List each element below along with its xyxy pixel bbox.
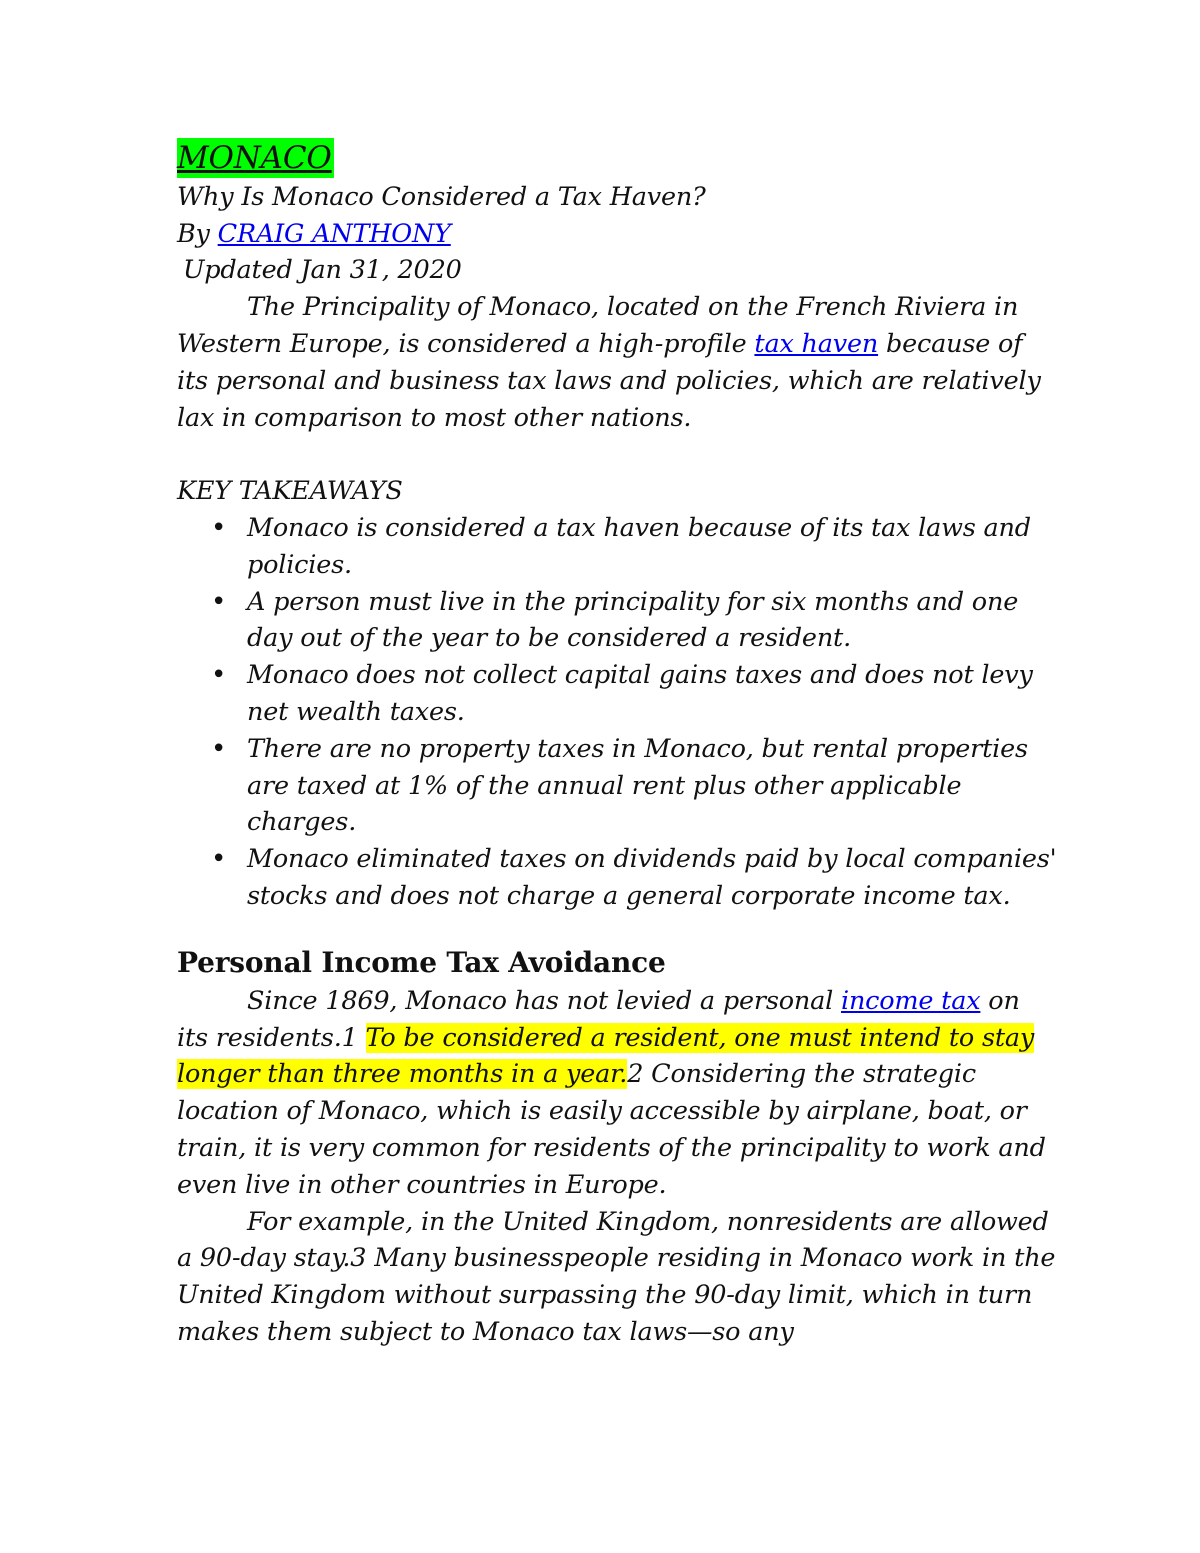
takeaway-item: • There are no property taxes in Monaco, but rental properties are taxed at 1% of the annual rent plus other applicable charges. xyxy=(247,731,1057,841)
p1-text-before: Since 1869, Monaco has not levied a personal xyxy=(247,985,841,1016)
spacer xyxy=(177,436,1057,473)
updated-date: Updated Jan 31, 2020 xyxy=(183,255,462,286)
section-heading: Personal Income Tax Avoidance xyxy=(177,945,666,979)
p1-text-after-highlight: 2 Considering the strategic location of Monaco, which is easily accessible by airplane, boat, or train, it is very common for residents of the principality to work and even live in other countries in Europe. xyxy=(177,1059,1046,1200)
intro-text-before: The Principality of Monaco, located on the French Riviera in Western Europe, is considered a high-profile xyxy=(177,292,1019,359)
byline-prefix: By xyxy=(177,218,218,249)
p1-text-after-link: on its residents.1 xyxy=(177,985,1020,1053)
intro-paragraph xyxy=(177,289,1057,436)
tax-haven-link[interactable]: tax haven xyxy=(754,328,879,359)
document-body xyxy=(177,138,1057,1351)
key-takeaways-list xyxy=(177,510,1057,915)
author-link[interactable]: CRAIG ANTHONY xyxy=(217,218,451,249)
income-tax-link[interactable]: income tax xyxy=(840,985,981,1016)
key-takeaways-heading: KEY TAKEAWAYS xyxy=(177,476,403,507)
document-subtitle: Why Is Monaco Considered a Tax Haven? xyxy=(177,181,706,212)
takeaway-item: • Monaco eliminated taxes on dividends paid by local companies' stocks and does not charge a general corporate income tax. xyxy=(247,841,1057,915)
takeaway-item: • Monaco is considered a tax haven because of its tax laws and policies. xyxy=(247,510,1057,584)
takeaway-item: • A person must live in the principality for six months and one day out of the year to be considered a resident. xyxy=(247,584,1057,658)
takeaway-item: • Monaco does not collect capital gains taxes and does not levy net wealth taxes. xyxy=(247,657,1057,731)
intro-text-after: because of its personal and business tax laws and policies, which are relatively lax in comparison to most other nations. xyxy=(177,328,1041,433)
section-paragraph-1 xyxy=(177,983,1057,1204)
document-title: MONACO xyxy=(177,140,332,176)
highlighted-text: To be considered a resident, one must intend to stay longer than three months in a year. xyxy=(177,1022,1035,1090)
section-paragraph-2: For example, in the United Kingdom, nonresidents are allowed a 90-day stay.3 Many businesspeople residing in Monaco work in the United Kingdom without surpassing the 90-day limit, which in turn makes them subject to Monaco tax laws—so any xyxy=(177,1206,1056,1347)
byline xyxy=(177,216,1057,253)
title-line xyxy=(177,138,1057,179)
